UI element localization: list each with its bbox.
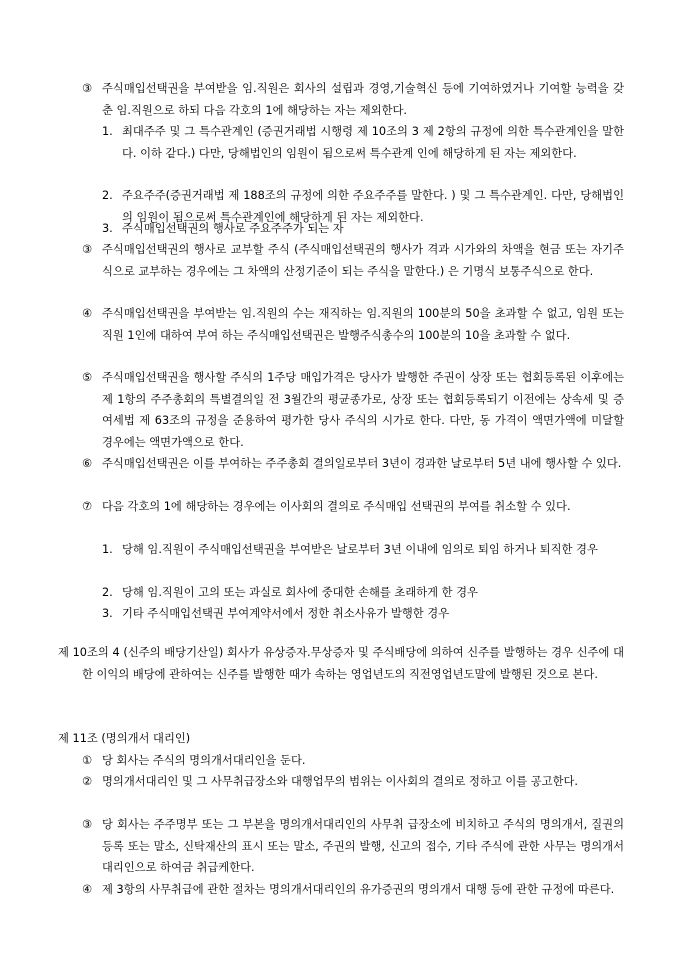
sub-clause-marker: 3.: [102, 222, 113, 235]
clause-text: 제 3항의 사무취급에 관한 절차는 명의개서대리인의 유가증권의 명의개서 대행 등에 관한 규정에 따른다.: [102, 883, 615, 896]
clause-text: 주식매입선택권을 부여받을 임.직원은 회사의 설립과 경영,기술혁신 등에 기여하였거나 기여할 능력을 갖춘 임.직원으로 하되 다음 각호의 1에 해당하는 자는 제외한다.: [102, 82, 624, 117]
clause-text: 주식매입선택권을 부여받는 임.직원의 수는 재직하는 임.직원의 100분의 50을 초과할 수 없고, 임원 또는 직원 1인에 대하여 부여 하는 주식매입선택권은 발행주식총수의 100분의 10을 초과할 수 없다.: [102, 307, 624, 342]
clause-marker: ②: [82, 775, 93, 788]
sub-clause-marker: 1.: [102, 125, 113, 138]
clause-text: 당 회사는 주식의 명의개서대리인을 둔다.: [102, 754, 306, 767]
clause-item: [82, 453, 624, 475]
clause-marker: ⑦: [82, 500, 93, 513]
clause-item: [82, 239, 624, 282]
sub-clause-text: 당해 임.직원이 고의 또는 과실로 회사에 중대한 손해를 초래하게 한 경우: [122, 586, 478, 599]
clause-marker: ④: [82, 307, 93, 320]
sub-clause-marker: 2.: [102, 189, 113, 202]
clause-text: 당 회사는 주주명부 또는 그 부본을 명의개서대리인의 사무취 급장소에 비치하고 주식의 명의개서, 질권의 등록 또는 말소, 신탁재산의 표시 또는 말소, 주권의 발행, 신고의 접수, 기타 주식에 관한 사무는 명의개서대리인으로 하여금 취급케한다.: [102, 818, 624, 874]
clause-item: [82, 771, 624, 793]
clause-text: 주식매입선택권을 행사할 주식의 1주당 매입가격은 당사가 발행한 주권이 상장 또는 협회등록된 이후에는 제 1항의 주주총회의 특별결의일 전 3월간의 평균종가로, 상장 또는 협회등록되기 이전에는 상속세 및 증여세법 제 63조의 규정을 준용하여 평가한 당사 주식의 시가로 한다. 다만, 동 가격이 액면가액에 미달할 경우에는 액면가액으로 한다.: [102, 371, 624, 449]
clause-text: 주식매입선택권의 행사로 교부할 주식 (주식매입선택권의 행사가 격과 시가와의 차액을 현금 또는 자기주식으로 교부하는 경우에는 그 차액의 산정기준이 되는 주식을 말한다.) 은 기명식 보통주식으로 한다.: [102, 243, 624, 278]
clause-text: 명의개서대리인 및 그 사무취급장소와 대행업무의 범위는 이사회의 결의로 정하고 이를 공고한다.: [102, 775, 579, 788]
article-11-title: 제 11조 (명의개서 대리인): [58, 732, 191, 745]
clause-text: 주식매입선택권은 이를 부여하는 주주총회 결의일로부터 3년이 경과한 날로부터 5년 내에 행사할 수 있다.: [102, 457, 622, 470]
clause-item: [82, 367, 624, 453]
clause-marker: ①: [82, 754, 93, 767]
sub-clause-text: 당해 임.직원이 주식매입선택권을 부여받은 날로부터 3년 이내에 임의로 퇴임 하거나 퇴직한 경우: [122, 543, 598, 556]
clause-marker: ⑤: [82, 371, 93, 384]
clause-marker: ③: [82, 243, 93, 256]
clause-marker: ③: [82, 82, 93, 95]
clause-marker: ④: [82, 883, 93, 896]
sub-clause-item: [102, 582, 624, 604]
clause-text: 다음 각호의 1에 해당하는 경우에는 이사회의 결의로 주식매입 선택권의 부여를 취소할 수 있다.: [102, 500, 571, 513]
sub-clause-text: 기타 주식매입선택권 부여계약서에서 정한 취소사유가 발행한 경우: [122, 607, 450, 620]
clause-item: [82, 814, 624, 879]
sub-clause-marker: 2.: [102, 586, 113, 599]
clause-item: [82, 879, 624, 901]
sub-clause-text: 최대주주 및 그 특수관계인 (증권거래법 시행령 제 10조의 3 제 2항의 규정에 의한 특수관계인을 말한다. 이하 같다.) 다만, 당해법인의 임원이 됨으로써 특수관계 인에 해당하게 된 자는 제외한다.: [122, 125, 624, 160]
sub-clause-item: [102, 539, 624, 561]
sub-clause-item: [102, 603, 624, 625]
sub-clause-text: 주요주주(증권거래법 제 188조의 규정에 의한 주요주주를 말한다. ) 및 그 특수관계인. 다만, 당해법인의 임원이 됨으로써 특수관계인에 해당하게 된 자는 제외한다.: [122, 189, 624, 224]
sub-clause-item: [102, 121, 624, 164]
clause-marker: ③: [82, 818, 93, 831]
clause-item: [82, 750, 624, 772]
sub-clause-marker: 3.: [102, 607, 113, 620]
clause-item: [82, 303, 624, 346]
sub-clause-marker: 1.: [102, 543, 113, 556]
article-10-4: 제 10조의 4 (신주의 배당기산일) 회사가 유상증자.무상증자 및 주식배당에 의하여 신주를 발행하는 경우 신주에 대한 이익의 배당에 관하여는 신주를 발행한 때가 속하는 영업년도의 직전영업년도말에 발행된 것으로 본다.: [58, 646, 624, 681]
clause-item: [82, 78, 624, 121]
clause-item: [82, 496, 624, 518]
sub-clause-item: [102, 218, 624, 240]
sub-clause-text: 주식매입선택권의 행사로 주요주주가 되는 자: [122, 222, 344, 235]
clause-marker: ⑥: [82, 457, 93, 470]
